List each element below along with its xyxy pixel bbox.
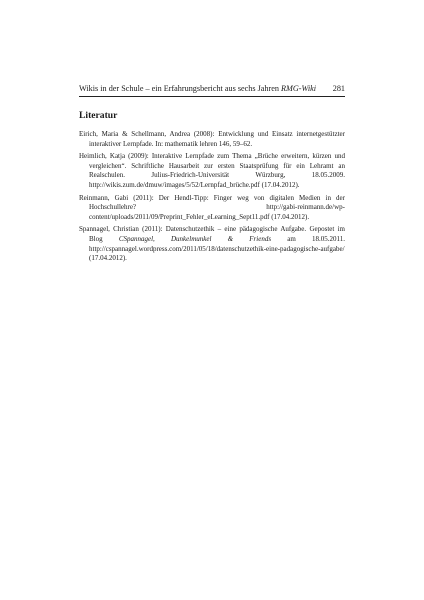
reference-list (79, 130, 345, 267)
wiki-name: RMG-Wiki (281, 84, 317, 93)
blog-title: CSpannagel, Dunkelmunkel & Friends (118, 234, 272, 243)
reference-item: Heimlich, Katja (2009): Interaktive Lernpfade zum Thema „Brüche erweitern, kürzen und vergleichen“. Schriftliche Hausarbeit zur ersten Staatsprüfung für ein Lehramt an Realschulen. Julius-Friedrich-Universität Würzburg, 18.05.2009. http://wikis.zum.de/dmuw/images/5/52/Lernpfad_brüche.pdf (17.04.2012). (79, 152, 345, 189)
reference-item: Reinmann, Gabi (2011): Der Hendl-Tipp: Finger weg von digitalen Medien in der Hochschullehre? http://gabi-reinmann.de/wp-content/uploads/2011/09/Preprint_Fehler_eLearning_Sept11.pdf (17.04.2012). (79, 193, 345, 221)
running-header-title: Wikis in der Schule – ein Erfahrungsbericht aus sechs Jahren RMG-Wiki (79, 84, 317, 93)
section-heading: Literatur (79, 110, 118, 121)
reference-item: Eirich, Maria & Schellmann, Andrea (2008): Entwicklung und Einsatz internetgestützter interaktiver Lernpfade. In: mathematik lehren 146, 59–62. (79, 130, 345, 148)
page-number: 281 (332, 84, 345, 93)
reference-item: Spannagel, Christian (2011): Datenschutzethik – eine pädagogische Aufgabe. Gepostet im Blog CSpannagel, Dunkelmunkel & Friends am 18.05.2011. http://cspannagel.wordpress.com/2011/05/18/datenschutzethik-eine-padagogische-aufgabe/ (17.04.2012). (79, 225, 346, 263)
running-header (79, 82, 345, 97)
